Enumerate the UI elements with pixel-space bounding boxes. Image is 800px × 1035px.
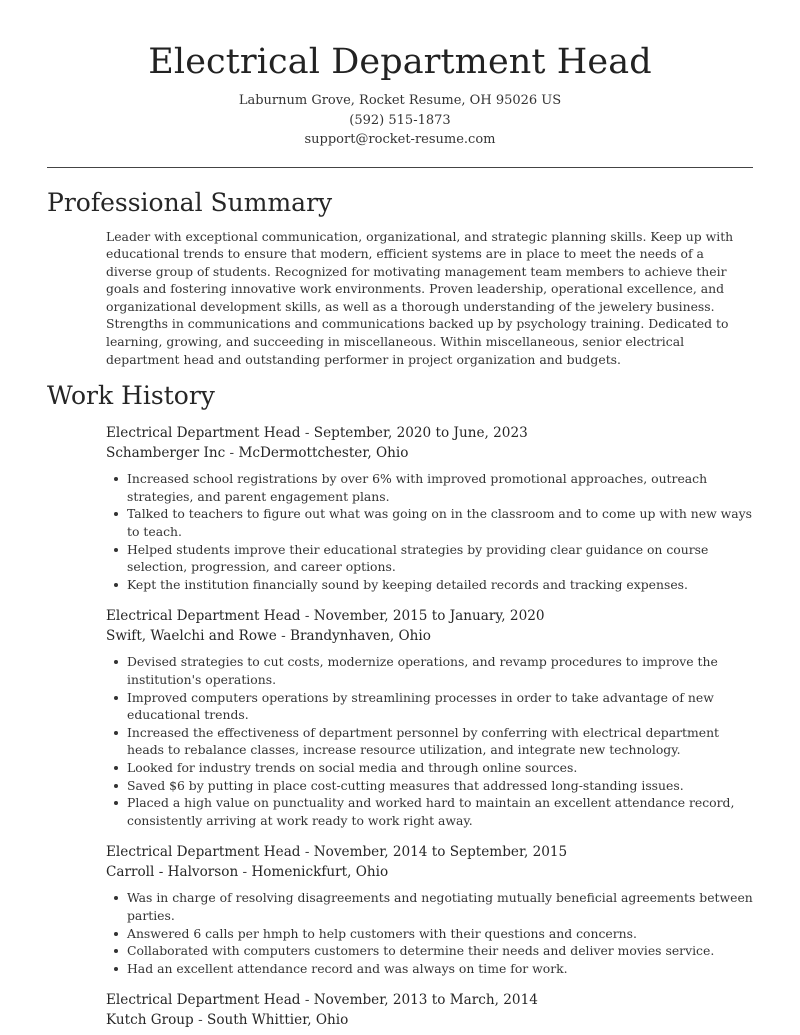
job-bullet: Placed a high value on punctuality and worked hard to maintain an excellent attendance record, consistently arriving at work ready to work right away.: [127, 794, 753, 829]
job-company-line: [106, 1010, 753, 1030]
job-location: McDermottchester, Ohio: [238, 445, 409, 462]
job-entry: [106, 990, 753, 1030]
job-entry: [106, 842, 753, 977]
separator: -: [300, 844, 314, 861]
job-bullet: Answered 6 calls per hmph to help customers with their questions and concerns.: [127, 925, 753, 943]
job-company-line: [106, 443, 753, 463]
job-bullet: Devised strategies to cut costs, modernize operations, and revamp procedures to improve the institution's operations.: [127, 653, 753, 688]
header-divider: [47, 167, 753, 168]
job-role: Electrical Department Head: [106, 844, 301, 861]
job-title-line: [106, 423, 753, 443]
job-location: South Whittier, Ohio: [207, 1012, 349, 1029]
job-bullet: Saved $6 by putting in place cost-cutting measures that addressed long-standing issues.: [127, 777, 753, 795]
resume-name: Electrical Department Head: [148, 42, 652, 82]
job-bullet: Was in charge of resolving disagreements and negotiating mutually beneficial agreements between parties.: [127, 890, 753, 923]
contact-address: Laburnum Grove, Rocket Resume, OH 95026 US: [238, 93, 562, 108]
job-bullet: Talked to teachers to figure out what was going on in the classroom and to come up with new ways to teach.: [127, 506, 752, 540]
job-company-line: [106, 862, 753, 882]
job-company: Schamberger Inc: [106, 445, 226, 462]
job-dates: September, 2020 to June, 2023: [313, 425, 528, 442]
separator: -: [225, 445, 239, 462]
job-company: Swift, Waelchi and Rowe: [106, 628, 277, 645]
separator: -: [300, 992, 314, 1009]
job-company: Kutch Group: [106, 1012, 194, 1029]
job-role: Electrical Department Head: [106, 425, 301, 442]
job-entry: [106, 606, 753, 829]
job-entry: [106, 423, 753, 593]
job-company-line: [106, 626, 753, 646]
job-bullet-list: [127, 889, 753, 977]
job-bullet: Helped students improve their educational strategies by providing clear guidance on course selection, progression, and career options.: [127, 541, 753, 576]
summary-text: Leader with exceptional communication, organizational, and strategic planning skills. Keep up with educational trends to ensure that modern, efficient systems are in place to meet the needs of a diverse group of students. Recognized for motivating management team members to achieve their goals and fostering innovative work environments. Proven leadership, operational excellence, and organizational development skills, as well as a thorough understanding of the jewelery business. Strengths in communications and communications backed up by psychology training. Dedicated to learning, growing, and succeeding in miscellaneous. Within miscellaneous, senior electrical department head and outstanding performer in project organization and budgets.: [106, 228, 734, 367]
summary-heading: Professional Summary: [47, 187, 333, 217]
job-title-line: [106, 842, 753, 862]
contact-block: [47, 91, 753, 150]
job-company: Carroll - Halvorson: [106, 864, 239, 881]
job-title-line: [106, 990, 753, 1010]
job-location: Homenickfurt, Ohio: [251, 864, 389, 881]
separator: -: [300, 608, 314, 625]
job-bullet: Kept the institution financially sound by keeping detailed records and tracking expenses.: [127, 576, 753, 594]
separator: -: [193, 1012, 208, 1029]
job-bullet-list: [127, 470, 753, 593]
work-history-heading: Work History: [47, 381, 215, 411]
contact-email[interactable]: support@rocket-resume.com: [304, 132, 496, 147]
job-bullet: Increased the effectiveness of department personnel by conferring with electrical department heads to rebalance classes, increase resource utilization, and integrate new technology.: [127, 724, 753, 759]
job-dates: November, 2013 to March, 2014: [313, 992, 538, 1009]
job-bullet: Looked for industry trends on social media and through online sources.: [127, 759, 753, 777]
separator: -: [238, 864, 252, 881]
job-bullet: Collaborated with computers customers to determine their needs and deliver movies service.: [127, 942, 753, 960]
job-dates: November, 2014 to September, 2015: [313, 844, 568, 861]
job-dates: November, 2015 to January, 2020: [313, 608, 545, 625]
job-bullet-list: [127, 653, 753, 829]
job-role: Electrical Department Head: [106, 608, 301, 625]
separator: -: [300, 425, 314, 442]
separator: -: [276, 628, 290, 645]
job-bullet: Increased school registrations by over 6% with improved promotional approaches, outreach strategies, and parent engagement plans.: [127, 470, 753, 505]
job-location: Brandynhaven, Ohio: [290, 628, 431, 645]
job-bullet: Had an excellent attendance record and was always on time for work.: [127, 960, 753, 978]
job-role: Electrical Department Head: [106, 992, 301, 1009]
contact-phone: (592) 515-1873: [349, 112, 451, 128]
work-history-list: [47, 423, 753, 1030]
job-title-line: [106, 606, 753, 626]
job-bullet: Improved computers operations by streamlining processes in order to take advantage of new educational trends.: [127, 689, 753, 724]
